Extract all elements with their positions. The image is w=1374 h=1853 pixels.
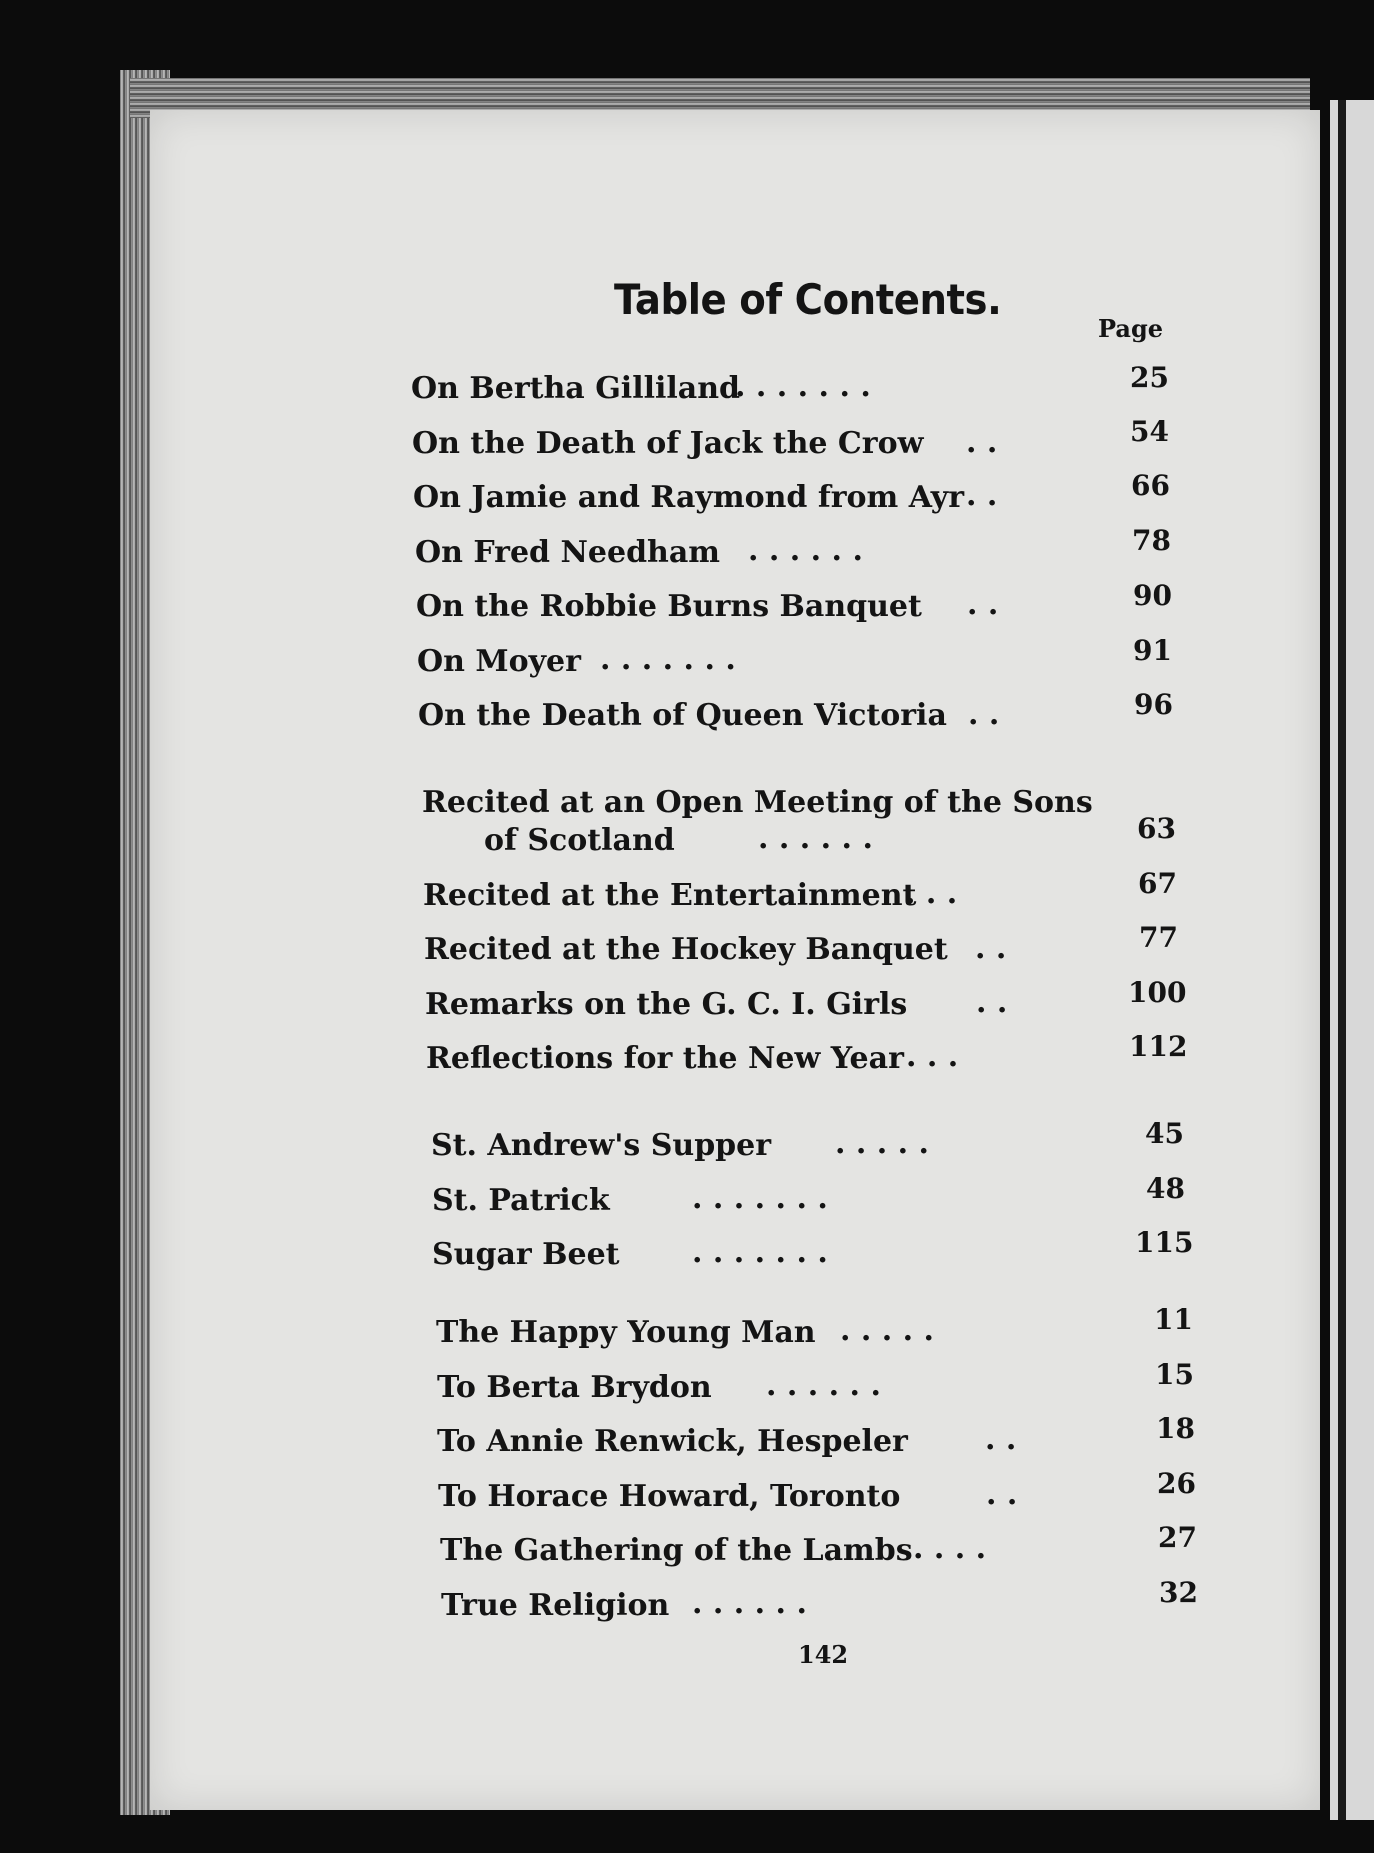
toc-entry: On the Death of Jack the Crow <box>412 426 924 461</box>
page-title: Table of Contents. <box>614 275 1002 324</box>
toc-entry: On Fred Needham <box>415 535 721 570</box>
toc-entry: On Bertha Gilliland <box>411 371 741 406</box>
toc-entry: St. Andrew's Supper <box>431 1128 772 1163</box>
toc-entry: On the Robbie Burns Banquet <box>416 589 922 624</box>
toc-entry: To Berta Brydon <box>437 1370 712 1405</box>
toc-entry: Recited at the Entertainment <box>423 878 917 913</box>
toc-entry: Sugar Beet <box>432 1237 620 1272</box>
leader-dots: . . . . <box>913 1531 987 1566</box>
page-number: 77 <box>1139 921 1178 954</box>
leader-dots: . . <box>967 587 999 622</box>
leader-dots: . . <box>985 1422 1017 1457</box>
page-number: 48 <box>1146 1172 1185 1205</box>
facing-page-edge <box>1330 100 1374 1820</box>
leader-dots: . . . . . . . <box>692 1235 828 1270</box>
page-number: 115 <box>1135 1226 1194 1259</box>
page-number: 15 <box>1155 1358 1194 1391</box>
page-number: 112 <box>1129 1030 1188 1063</box>
toc-entry: of Scotland <box>484 823 675 858</box>
page-number: 78 <box>1132 524 1171 557</box>
page-number: 66 <box>1131 469 1170 502</box>
leader-dots: . . . <box>905 876 958 911</box>
page-number: 63 <box>1137 812 1176 845</box>
page-number: 11 <box>1154 1303 1193 1336</box>
leader-dots: . . . <box>906 1039 959 1074</box>
leader-dots: . . . . . . <box>748 533 863 568</box>
page-number: 96 <box>1134 688 1173 721</box>
page-number: 32 <box>1159 1576 1198 1609</box>
page-number: 54 <box>1130 415 1169 448</box>
leader-dots: . . . . . . <box>692 1586 807 1621</box>
toc-entry: The Gathering of the Lambs <box>440 1533 913 1568</box>
toc-entry: On Moyer <box>417 644 581 679</box>
page-number: 67 <box>1138 867 1177 900</box>
toc-entry: Recited at the Hockey Banquet <box>424 932 948 967</box>
toc-entry: On Jamie and Raymond from Ayr <box>413 480 965 515</box>
leader-dots: . . <box>968 697 1000 732</box>
leader-dots: . . . . . . . <box>735 369 871 404</box>
toc-entry: To Horace Howard, Toronto <box>438 1479 901 1514</box>
leader-dots: . . <box>966 478 998 513</box>
leader-dots: . . <box>966 425 998 460</box>
page-number: 18 <box>1156 1412 1195 1445</box>
toc-entry: St. Patrick <box>432 1183 610 1218</box>
toc-entry: Reflections for the New Year <box>426 1041 904 1076</box>
leader-dots: . . <box>975 931 1007 966</box>
page-number: 45 <box>1145 1117 1184 1150</box>
page-number: 100 <box>1128 976 1187 1009</box>
leader-dots: . . . . . <box>840 1313 934 1348</box>
toc-entry: To Annie Renwick, Hespeler <box>437 1424 908 1459</box>
page-number: 25 <box>1130 361 1169 394</box>
leader-dots: . . <box>976 985 1008 1020</box>
page-folio-number: 142 <box>798 1640 849 1669</box>
page-number: 90 <box>1133 579 1172 612</box>
leader-dots: . . . . . <box>835 1126 929 1161</box>
leader-dots: . . . . . . <box>758 821 873 856</box>
page-number: 26 <box>1157 1467 1196 1500</box>
page-column-header: Page <box>1098 314 1164 343</box>
leader-dots: . . . . . . . <box>600 642 736 677</box>
leader-dots: . . . . . . . <box>692 1181 828 1216</box>
page-number: 27 <box>1158 1521 1197 1554</box>
toc-entry: On the Death of Queen Victoria <box>418 698 947 733</box>
page-number: 91 <box>1133 634 1172 667</box>
leader-dots: . . . . . . <box>766 1368 881 1403</box>
toc-entry: The Happy Young Man <box>436 1315 816 1350</box>
toc-entry: Remarks on the G. C. I. Girls <box>425 987 908 1022</box>
toc-entry: Recited at an Open Meeting of the Sons <box>422 785 1093 820</box>
toc-entry: True Religion <box>441 1588 670 1623</box>
leader-dots: . . <box>986 1477 1018 1512</box>
